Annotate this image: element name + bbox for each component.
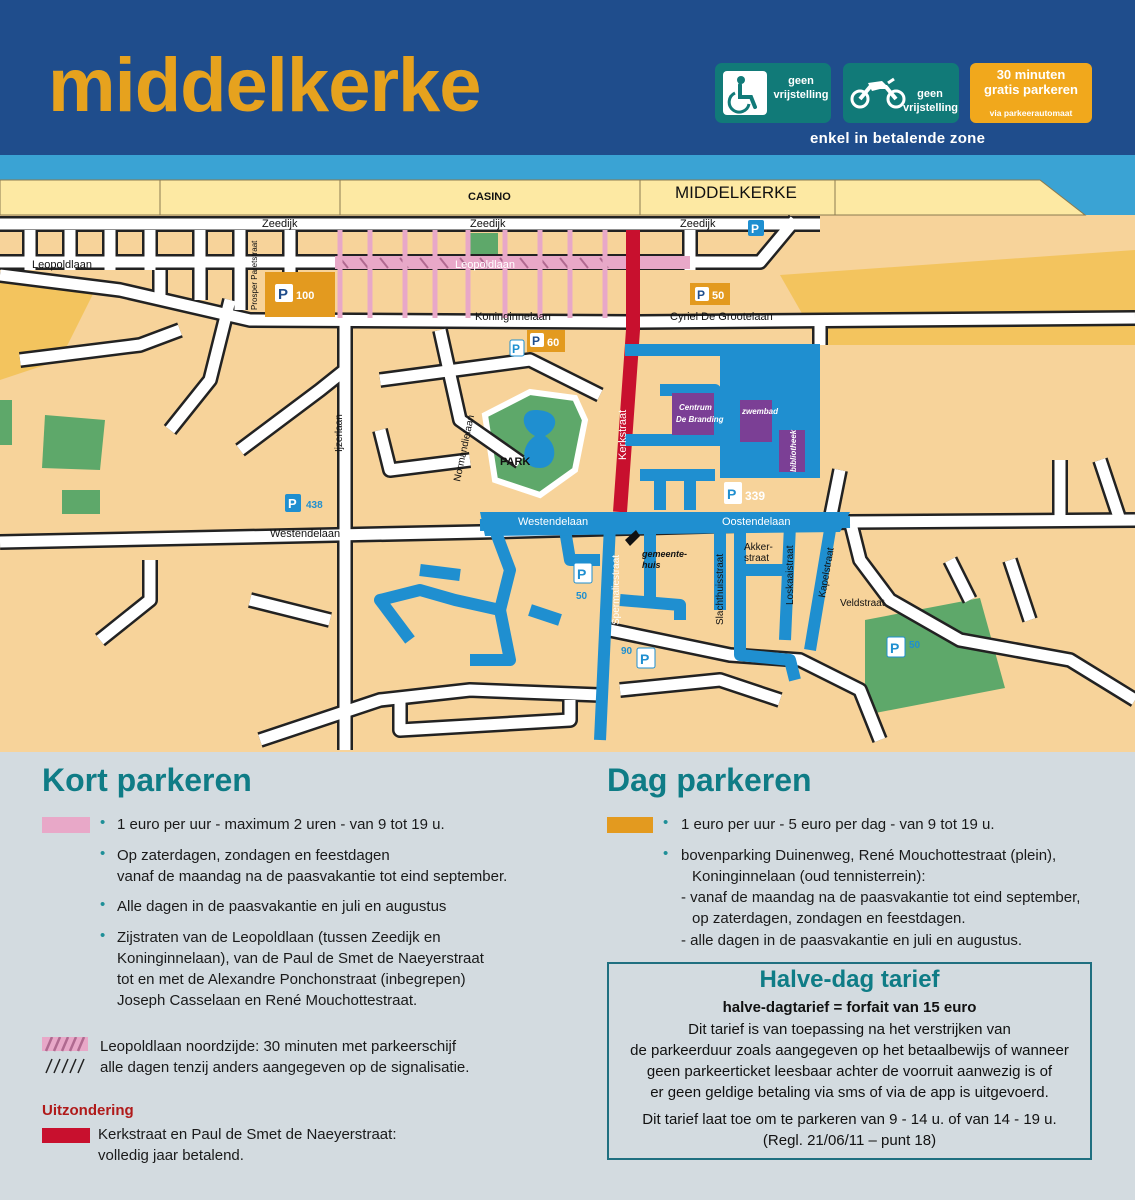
- label-centrum-1: Centrum: [679, 403, 712, 412]
- svg-text:P: P: [532, 334, 541, 348]
- beach: [0, 180, 1085, 215]
- label-veldstraat: Veldstraat: [840, 598, 885, 609]
- parking-icon: [510, 340, 524, 356]
- parking-count-60: 60: [547, 337, 560, 349]
- exception-line-2: volledig jaar betalend.: [98, 1147, 244, 1164]
- bullet: •: [100, 845, 106, 862]
- bullet: •: [100, 927, 106, 944]
- kort-line-3: vanaf de maandag na de paasvakantie tot eind september.: [117, 868, 508, 885]
- label-kerkstraat: Kerkstraat: [617, 409, 629, 460]
- header-banner: [0, 0, 1135, 155]
- halve-line-1: Dit tarief is van toepassing na het verstrijken van: [688, 1021, 1011, 1038]
- dag-line-3: Koninginnelaan (oud tennisterrein):: [692, 868, 926, 885]
- parking-icon: [887, 637, 905, 657]
- kort-line-1: 1 euro per uur - maximum 2 uren - van 9 tot 19 u.: [117, 816, 445, 833]
- label-gemeentehuis-1: gemeente-: [642, 549, 688, 559]
- label-park: PARK: [500, 456, 531, 468]
- parking-icon: [285, 494, 301, 512]
- label-zwembad: zwembad: [742, 407, 779, 416]
- sea: [0, 155, 1135, 180]
- kort-line-6: Koninginnelaan), van de Paul de Smet de Naeyerstraat: [117, 950, 484, 967]
- red-swatch: [42, 1128, 90, 1143]
- hatch-swatches: [42, 1037, 90, 1077]
- kort-line-7: tot en met de Alexandre Ponchonstraat (inbegrepen): [117, 971, 466, 988]
- label-ijzerlaan: Ijzerlaan: [334, 414, 345, 452]
- badge-30-sub: via parkeerautomaat: [989, 108, 1073, 118]
- dag-line-5: op zaterdagen, zondagen en feestdagen.: [692, 910, 966, 927]
- parking-icon: [275, 284, 293, 303]
- label-cyriel: Cyriel De Grootelaan: [670, 311, 773, 323]
- svg-text:P: P: [278, 286, 289, 303]
- label-normandielaan: Normandielaan: [452, 413, 478, 483]
- label-akker-1: Akker-: [744, 542, 773, 553]
- parking-count-50b: 50: [576, 591, 588, 602]
- badge-wheelchair-line2: vrijstelling: [773, 89, 829, 101]
- parking-count-50a: 50: [712, 290, 725, 302]
- motorcycle-icon: [848, 71, 908, 111]
- bullet: •: [100, 814, 106, 831]
- dag-line-1: 1 euro per uur - 5 euro per dag - van 9 tot 19 u.: [681, 816, 995, 833]
- label-prosper: Prosper Paretstraat: [250, 240, 259, 310]
- svg-text:P: P: [577, 566, 587, 582]
- exception-title: Uitzondering: [42, 1102, 134, 1119]
- green-square: [470, 233, 498, 255]
- dag-line-4: - vanaf de maandag na de paasvakantie tot eind september,: [681, 889, 1081, 906]
- parking-count-339: 339: [745, 489, 766, 503]
- hatch-line-2: alle dagen tenzij anders aangegeven op de signalisatie.: [100, 1059, 470, 1076]
- dag-parkeren-title: Dag parkeren: [607, 762, 812, 798]
- wheelchair-icon: [723, 71, 767, 115]
- svg-text:P: P: [727, 486, 737, 502]
- kort-line-4: Alle dagen in de paasvakantie en juli en augustus: [117, 898, 447, 915]
- halve-line-6: (Regl. 21/06/11 – punt 18): [762, 1132, 937, 1149]
- badge-motorcycle: [843, 63, 959, 123]
- label-oostendelaan: Oostendelaan: [722, 516, 791, 528]
- label-loskaaistraat: Loskaaistraat: [785, 545, 796, 605]
- badge-30-line2: gratis parkeren: [984, 82, 1078, 97]
- kort-line-5: Zijstraten van de Leopoldlaan (tussen Zeedijk en: [117, 929, 441, 946]
- kort-parkeren-title: Kort parkeren: [42, 762, 252, 798]
- badge-motorcycle-line2: vrijstelling: [903, 102, 959, 114]
- kort-line-2: Op zaterdagen, zondagen en feestdagen: [117, 847, 390, 864]
- label-casino: CASINO: [468, 191, 511, 203]
- halve-dag-formula: halve-dagtarief = forfait van 15 euro: [722, 999, 977, 1016]
- dag-line-6: - alle dagen in de paasvakantie en juli en augustus.: [681, 932, 1023, 949]
- label-koninginnelaan: Koninginnelaan: [475, 311, 551, 323]
- label-leopoldlaan: Leopoldlaan: [32, 259, 92, 271]
- halve-dag-box: [607, 962, 1092, 1160]
- label-akker-2: straat: [744, 553, 770, 564]
- parking-count-90: 90: [621, 646, 633, 657]
- svg-text:P: P: [512, 342, 521, 356]
- svg-text:P: P: [288, 496, 297, 511]
- svg-text:P: P: [697, 288, 706, 302]
- badge-wheelchair-line1: geen: [788, 75, 814, 87]
- label-kapelstraat: Kapelstraat: [817, 546, 837, 599]
- label-westendelaan-1: Westendelaan: [270, 528, 341, 540]
- label-spermaliestraat: Spermaliestraat: [611, 554, 622, 625]
- halve-line-4: er geen geldige betaling via sms of via de app is uitgevoerd.: [650, 1084, 1049, 1101]
- label-zeedijk-3: Zeedijk: [680, 218, 716, 230]
- badge-wheelchair: [715, 63, 831, 123]
- hatch-line-1: Leopoldlaan noordzijde: 30 minuten met parkeerschijf: [100, 1038, 457, 1055]
- halve-line-3: geen parkeerticket leesbaar achter de voorruit aanwezig is of: [646, 1063, 1053, 1080]
- label-slachthuisstraat: Slachthuisstraat: [715, 553, 726, 625]
- label-zeedijk-2: Zeedijk: [470, 218, 506, 230]
- exception-line-1: Kerkstraat en Paul de Smet de Naeyerstraat:: [98, 1126, 397, 1143]
- label-westendelaan-2: Westendelaan: [518, 516, 589, 528]
- page-title: middelkerke: [48, 43, 481, 128]
- parking-icon: [748, 220, 764, 236]
- parking-map: [0, 155, 1135, 752]
- orange-swatch: [607, 817, 653, 833]
- parking-icon: [695, 287, 709, 302]
- kort-line-8: Joseph Casselaan en René Mouchottestraat.: [117, 992, 418, 1009]
- halve-line-2: de parkeerduur zoals aangegeven op het betaalbewijs of wanneer: [630, 1042, 1069, 1059]
- label-zeedijk-1: Zeedijk: [262, 218, 298, 230]
- halve-dag-title: Halve-dag tarief: [759, 966, 940, 993]
- badge-30-line1: 30 minuten: [996, 67, 1066, 82]
- dag-line-2: bovenparking Duinenweg, René Mouchottestraat (plein),: [681, 847, 1057, 864]
- label-centrum-2: De Branding: [676, 415, 724, 424]
- svg-text:P: P: [890, 640, 900, 656]
- pink-swatch: [42, 817, 90, 833]
- parking-count-100: 100: [296, 290, 315, 302]
- only-paid-zone-note: enkel in betalende zone: [810, 130, 986, 147]
- badge-30-min-free: [970, 63, 1092, 123]
- label-middelkerke: MIDDELKERKE: [675, 183, 797, 202]
- bullet: •: [663, 845, 669, 862]
- parking-count-50c: 50: [909, 640, 921, 651]
- parking-icon: [637, 648, 655, 668]
- parking-count-438: 438: [306, 500, 323, 511]
- bullet: •: [663, 814, 669, 831]
- svg-text:P: P: [640, 651, 650, 667]
- bullet: •: [100, 896, 106, 913]
- label-leopoldlaan-2: Leopoldlaan: [455, 259, 515, 271]
- badge-motorcycle-line1: geen: [917, 88, 943, 100]
- halve-line-5: Dit tarief laat toe om te parkeren van 9 - 14 u. of van 14 - 19 u.: [642, 1111, 1057, 1128]
- parking-icon: [574, 563, 592, 583]
- parking-icon: [530, 333, 544, 348]
- centrum-de-branding: [672, 393, 714, 435]
- parking-icon: [724, 482, 742, 504]
- label-gemeentehuis-2: huis: [642, 560, 661, 570]
- svg-text:P: P: [751, 222, 760, 236]
- label-bibliotheek: bibliotheek: [789, 429, 798, 472]
